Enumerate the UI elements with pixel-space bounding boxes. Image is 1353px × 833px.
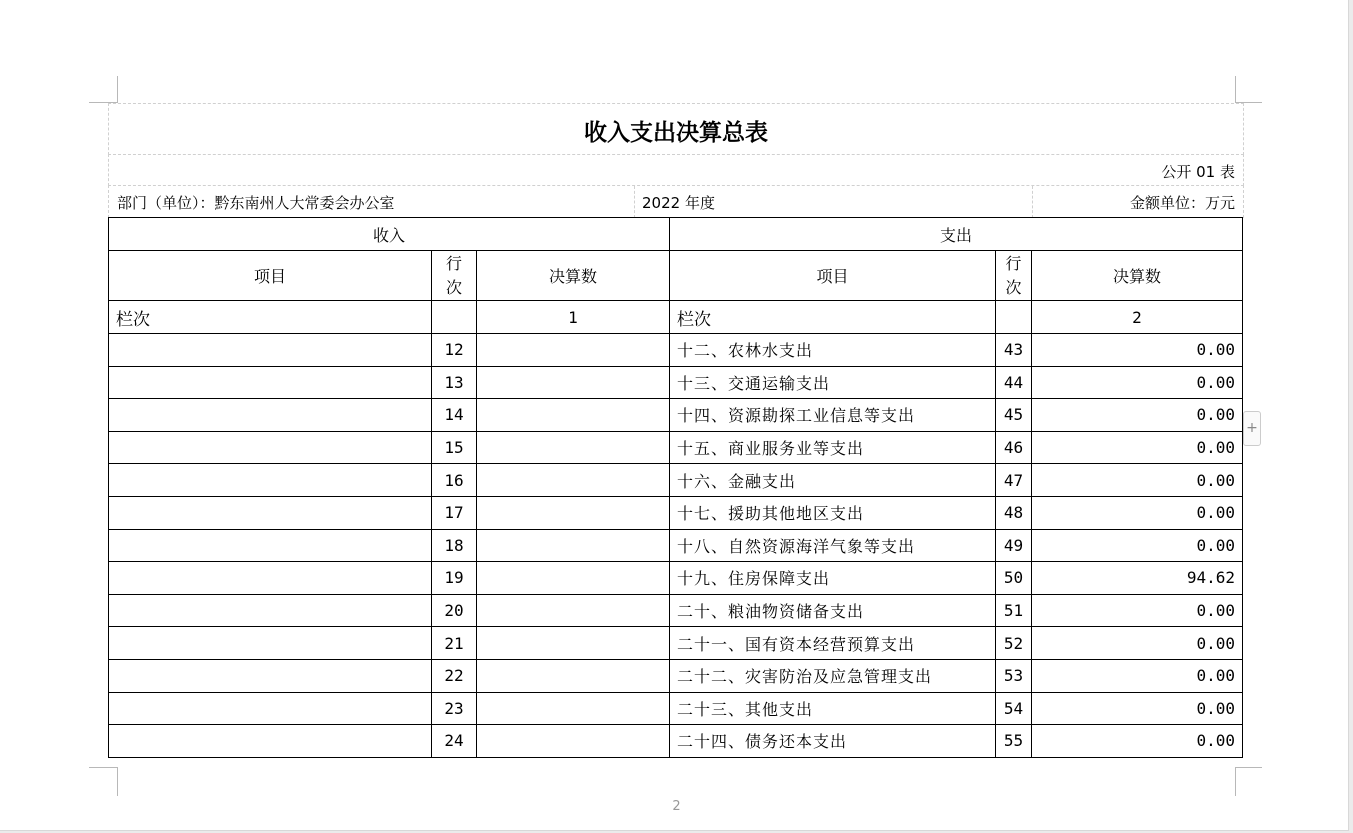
income-amount-cell <box>477 366 670 399</box>
meta-row <box>108 185 1244 218</box>
income-item-cell <box>109 366 432 399</box>
expense-row-number: 49 <box>996 529 1032 562</box>
income-row-number: 20 <box>432 594 477 627</box>
meta-divider <box>1032 186 1033 218</box>
expense-item-cell: 十九、住房保障支出 <box>670 562 996 595</box>
income-item-cell <box>109 496 432 529</box>
expense-item-cell: 十三、交通运输支出 <box>670 366 996 399</box>
table-row <box>109 399 1243 432</box>
expense-group-header: 支出 <box>670 218 1243 251</box>
expense-item-header: 项目 <box>670 251 996 301</box>
expense-item-cell: 二十四、债务还本支出 <box>670 725 996 758</box>
expense-item-cell: 十八、自然资源海洋气象等支出 <box>670 529 996 562</box>
expense-item-cell: 二十三、其他支出 <box>670 692 996 725</box>
income-item-cell <box>109 725 432 758</box>
expense-amount-cell: 0.00 <box>1032 464 1243 497</box>
income-amount-cell <box>477 627 670 660</box>
table-row <box>109 659 1243 692</box>
document-title: 收入支出决算总表 <box>584 119 768 146</box>
income-amount-cell <box>477 659 670 692</box>
expense-item-cell: 十四、资源勘探工业信息等支出 <box>670 399 996 432</box>
income-amount-cell <box>477 334 670 367</box>
table-body <box>109 334 1243 758</box>
income-group-header: 收入 <box>109 218 670 251</box>
amount-unit: 金额单位：万元 <box>1129 194 1235 212</box>
expand-handle-icon[interactable]: + <box>1243 411 1261 446</box>
expense-amount-cell: 0.00 <box>1032 431 1243 464</box>
income-row-number: 22 <box>432 659 477 692</box>
income-row-number: 12 <box>432 334 477 367</box>
income-amount-cell <box>477 562 670 595</box>
column-label-blank <box>432 301 477 334</box>
income-item-cell <box>109 562 432 595</box>
table-row <box>109 529 1243 562</box>
table-row <box>109 725 1243 758</box>
income-amount-cell <box>477 594 670 627</box>
income-amount-cell <box>477 496 670 529</box>
income-row-number: 18 <box>432 529 477 562</box>
income-item-cell <box>109 431 432 464</box>
income-item-cell <box>109 594 432 627</box>
expense-amount-cell: 0.00 <box>1032 627 1243 660</box>
crop-mark-top-right <box>1235 76 1262 103</box>
income-item-cell <box>109 334 432 367</box>
expense-item-cell: 十七、援助其他地区支出 <box>670 496 996 529</box>
expense-row-number: 48 <box>996 496 1032 529</box>
expense-item-cell: 十五、商业服务业等支出 <box>670 431 996 464</box>
expense-row-number: 55 <box>996 725 1032 758</box>
income-row-number: 23 <box>432 692 477 725</box>
income-amount-header: 决算数 <box>477 251 670 301</box>
income-item-cell <box>109 659 432 692</box>
column-label-cell: 栏次 <box>109 301 432 334</box>
income-item-cell <box>109 464 432 497</box>
expense-row-number: 51 <box>996 594 1032 627</box>
form-code-row <box>108 154 1244 186</box>
table-row <box>109 562 1243 595</box>
expense-row-num-header: 行 次 <box>996 251 1032 301</box>
page-number: 2 <box>672 799 681 814</box>
income-item-cell <box>109 627 432 660</box>
crop-mark-top-left <box>89 76 118 103</box>
meta-divider <box>634 186 635 218</box>
expense-row-number: 50 <box>996 562 1032 595</box>
table-row <box>109 464 1243 497</box>
table-row <box>109 496 1243 529</box>
income-row-number: 13 <box>432 366 477 399</box>
column-label-cell: 栏次 <box>670 301 996 334</box>
expense-amount-cell: 0.00 <box>1032 725 1243 758</box>
expense-amount-cell: 0.00 <box>1032 399 1243 432</box>
expense-row-number: 43 <box>996 334 1032 367</box>
expense-row-number: 44 <box>996 366 1032 399</box>
income-row-number: 21 <box>432 627 477 660</box>
income-row-number: 17 <box>432 496 477 529</box>
expense-amount-cell: 0.00 <box>1032 659 1243 692</box>
expense-row-number: 47 <box>996 464 1032 497</box>
expense-row-number: 45 <box>996 399 1032 432</box>
expense-amount-header: 决算数 <box>1032 251 1243 301</box>
expense-item-cell: 十六、金融支出 <box>670 464 996 497</box>
expense-column-number: 2 <box>1032 301 1243 334</box>
budget-table <box>108 217 1243 758</box>
income-amount-cell <box>477 399 670 432</box>
income-column-number: 1 <box>477 301 670 334</box>
department-label: 部门（单位）：黔东南州人大常委会办公室 <box>117 194 395 212</box>
expense-item-cell: 二十二、灾害防治及应急管理支出 <box>670 659 996 692</box>
table-row <box>109 692 1243 725</box>
expense-amount-cell: 0.00 <box>1032 692 1243 725</box>
expense-amount-cell: 0.00 <box>1032 594 1243 627</box>
expense-item-cell: 十二、农林水支出 <box>670 334 996 367</box>
table-row <box>109 431 1243 464</box>
income-item-cell <box>109 399 432 432</box>
column-label-blank <box>996 301 1032 334</box>
income-row-number: 15 <box>432 431 477 464</box>
income-amount-cell <box>477 431 670 464</box>
income-item-cell <box>109 692 432 725</box>
title-row <box>108 103 1244 155</box>
expense-row-number: 53 <box>996 659 1032 692</box>
crop-mark-bottom-right <box>1235 767 1262 796</box>
income-row-number: 24 <box>432 725 477 758</box>
expense-row-number: 52 <box>996 627 1032 660</box>
expense-amount-cell: 0.00 <box>1032 366 1243 399</box>
income-item-cell <box>109 529 432 562</box>
table-row <box>109 366 1243 399</box>
table-row <box>109 594 1243 627</box>
income-row-number: 19 <box>432 562 477 595</box>
income-amount-cell <box>477 464 670 497</box>
income-row-number: 14 <box>432 399 477 432</box>
form-code: 公开 01 表 <box>1161 163 1235 181</box>
income-amount-cell <box>477 725 670 758</box>
table-row <box>109 627 1243 660</box>
income-row-number: 16 <box>432 464 477 497</box>
expense-item-cell: 二十、粮油物资储备支出 <box>670 594 996 627</box>
fiscal-year: 2022 年度 <box>642 194 715 212</box>
expense-item-cell: 二十一、国有资本经营预算支出 <box>670 627 996 660</box>
expense-amount-cell: 0.00 <box>1032 529 1243 562</box>
expense-amount-cell: 94.62 <box>1032 562 1243 595</box>
income-item-header: 项目 <box>109 251 432 301</box>
expense-amount-cell: 0.00 <box>1032 496 1243 529</box>
expense-row-number: 54 <box>996 692 1032 725</box>
income-row-num-header: 行 次 <box>432 251 477 301</box>
expense-row-number: 46 <box>996 431 1032 464</box>
crop-mark-bottom-left <box>89 767 118 796</box>
income-amount-cell <box>477 529 670 562</box>
expense-amount-cell: 0.00 <box>1032 334 1243 367</box>
table-row <box>109 334 1243 367</box>
income-amount-cell <box>477 692 670 725</box>
